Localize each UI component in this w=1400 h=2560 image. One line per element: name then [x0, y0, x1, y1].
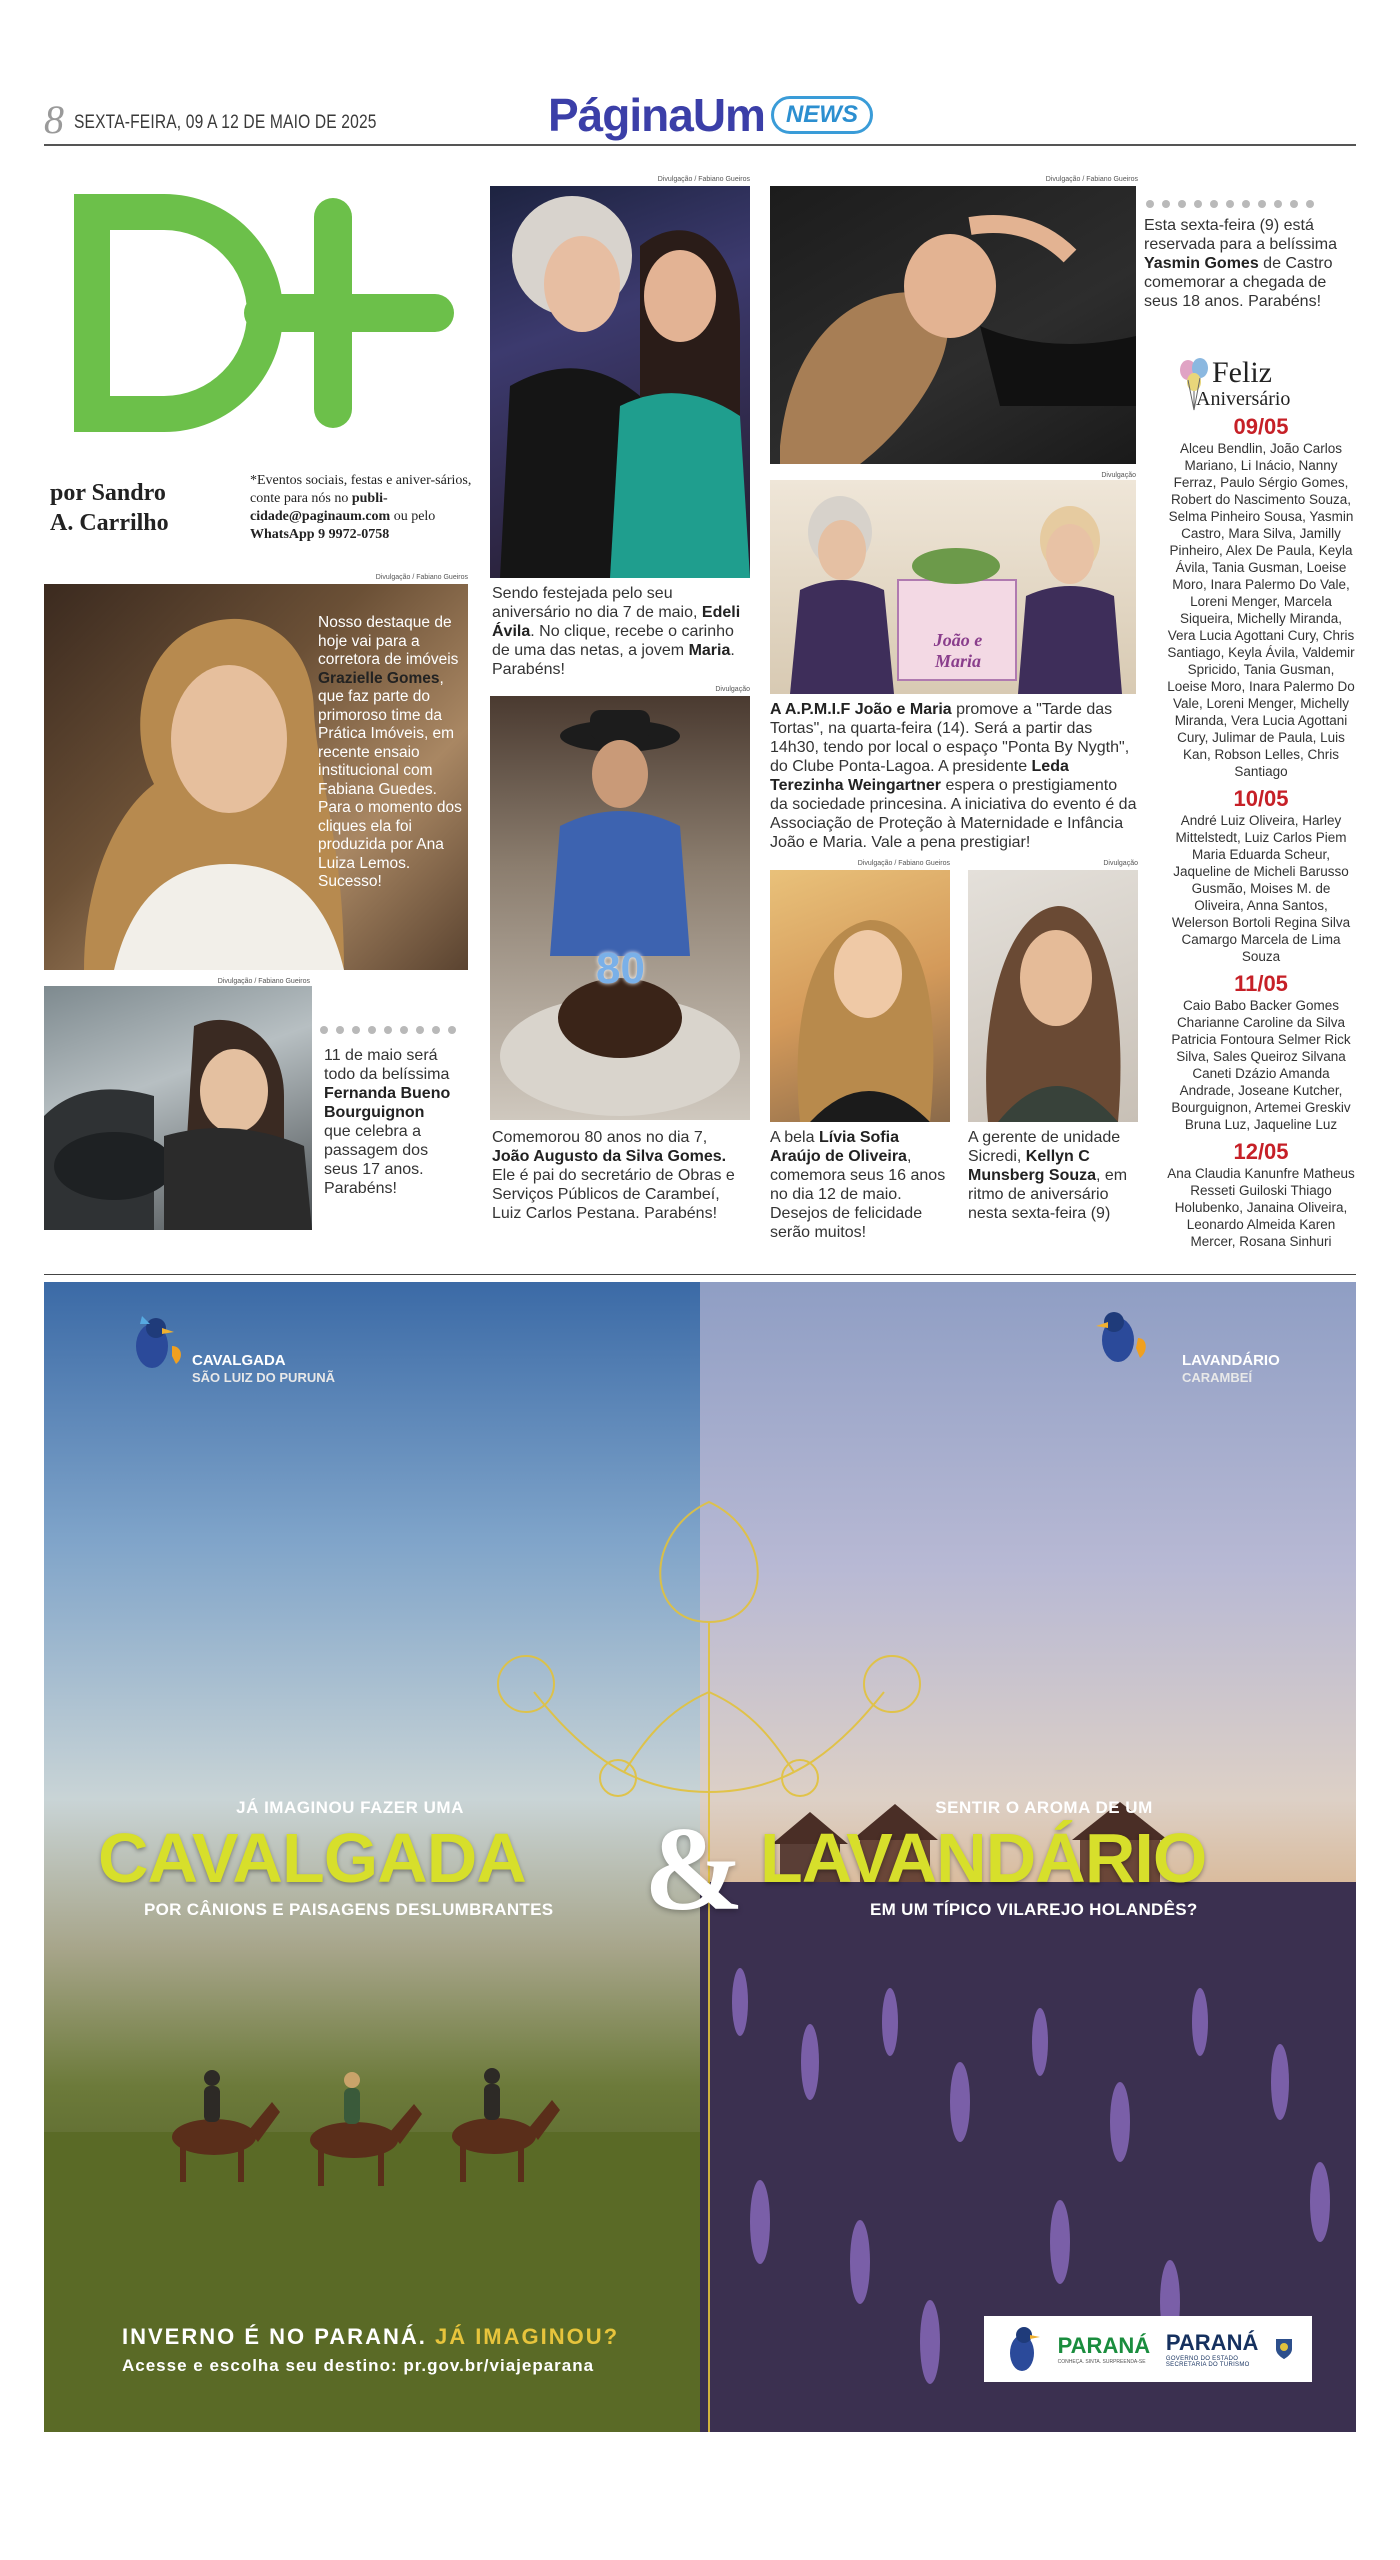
- birthday-subtitle: Aniversário: [1196, 388, 1291, 410]
- caption-name: Yasmin Gomes: [1144, 255, 1259, 272]
- caption-text: que celebra a passagem dos seus 17 anos. Parabéns!: [324, 1123, 429, 1197]
- state-coat-of-arms-icon: [1274, 2337, 1294, 2361]
- caption-name-2: Maria: [688, 642, 731, 659]
- caption-text: . No clique, recebe o carinho de uma das netas, a jovem: [492, 623, 734, 659]
- bird-mascot-icon: [122, 1306, 192, 1376]
- caption-text: Esta sexta-feira (9) está reservada para a belíssima: [1144, 217, 1337, 253]
- ad-right-kicker: SENTIR O AROMA DE UM: [935, 1798, 1153, 1817]
- cake-candle-number: 80: [596, 944, 645, 993]
- masthead-brand-name: PáginaUm: [548, 89, 765, 141]
- caption-fernanda: [324, 1046, 454, 1198]
- caption-name: Kellyn C Munsberg Souza: [968, 1148, 1097, 1184]
- ad-left-place-title: CAVALGADA: [192, 1352, 286, 1369]
- caption-text: , que faz parte do primoroso time da Prática Imóveis, em recente ensaio institucional com Fabiana Guedes. Para o momento dos cliques ela foi produzida por Ana Luiza Lemos. Sucesso!: [318, 669, 462, 890]
- photo-yasmin: [770, 186, 1136, 464]
- parana-tourism-logo-tagline: CONHEÇA. SINTA. SURPREENDA-SE: [1057, 2359, 1146, 2365]
- photo-credit: Divulgação: [715, 686, 750, 693]
- edition-date: SEXTA-FEIRA, 09 A 12 DE MAIO DE 2025: [74, 112, 377, 133]
- parana-government-logo-line1: GOVERNO DO ESTADO: [1165, 2356, 1239, 2362]
- caption-grazielle: [318, 614, 468, 892]
- birthday-heading: [1176, 356, 1346, 412]
- column-logo-dplus: [44, 188, 464, 438]
- ad-footer-slogan-b: JÁ IMAGINOU?: [434, 2324, 620, 2349]
- birthday-names: Caio Babo Backer Gomes Charianne Caroline da Silva Patricia Fontoura Selmer Rick Silva, Sales Queiroz Silvana Caneti Dzázio Amanda Andrade, Joseane Kutcher, Bourguignon, Artemei Greskiv Bruna Luz, Jaqueline Luz: [1171, 998, 1351, 1132]
- caption-text: Nosso destaque de hoje vai para a corretora de imóveis: [318, 614, 459, 668]
- bird-mascot-icon: [1002, 2321, 1042, 2377]
- note-whatsapp: WhatsApp 9 9972-0758: [250, 527, 390, 542]
- photo-edeli-illustration: [490, 186, 750, 578]
- ad-left-subline: POR CÂNIONS E PAISAGENS DESLUMBRANTES: [144, 1900, 554, 1919]
- page-number: 8: [44, 97, 64, 142]
- photo-credit: Divulgação / Fabiano Gueiros: [1045, 176, 1138, 183]
- author-line-2: A. Carrilho: [50, 510, 169, 536]
- note-text-mid: ou pelo: [390, 509, 436, 524]
- ad-emblem-outline: [474, 1492, 944, 2432]
- caption-text: 11 de maio será todo da belíssima: [324, 1047, 450, 1083]
- parana-tourism-logo: [1058, 2333, 1150, 2365]
- caption-text: A bela: [770, 1129, 819, 1146]
- birthday-names: Alceu Bendlin, João Carlos Mariano, Li Inácio, Nanny Ferraz, Paulo Sérgio Gomes, Robert do Nascimento Souza, Selma Pinheiro Sousa, Yasmin Castro, Mara Silva, Jamilly Pinheiro, Alex De Paula, Keyla Ávila, Tania Gusman, Loeise Moro, Inara Palermo Do Vale, Loreni Menger, Marcela Siqueira, Michelly Miranda, Vera Lucia Agottani Cury, Chris Santiago, Keyla Ávila, Valdemir Spricido, Tania Gusman, Loeise Moro, Inara Palermo Do Vale, Loreni Menger, Michelly Miranda, Vera Lucia Agottani Cury, Julimar de Paula, Luis Kan, Robson Lelles, Chris Santiago: [1167, 441, 1355, 779]
- photo-credit: Divulgação / Fabiano Gueiros: [375, 574, 468, 581]
- ad-right-headline: LAVANDÁRIO: [760, 1819, 1207, 1897]
- column-contact-note: [250, 472, 480, 544]
- photo-joao-illustration: [490, 696, 750, 1120]
- caption-name: João Augusto da Silva Gomes.: [492, 1148, 727, 1165]
- header-divider: [44, 144, 1356, 146]
- caption-text: promove a "Tarde das Tortas", na quarta-feira (14). Será a partir das 14h30, tendo por local o espaço "Ponta By Nygth", do Clube Ponta-Lagoa. A presidente: [770, 701, 1130, 775]
- birthday-names: Ana Claudia Kanunfre Matheus Resseti Guiloski Thiago Holubenko, Janaina Oliveira, Leonardo Almeida Karen Mercer, Rosana Sinhuri: [1167, 1166, 1355, 1249]
- caption-apmif: [770, 700, 1138, 852]
- photo-edeli: [490, 186, 750, 578]
- masthead-logo[interactable]: [548, 88, 873, 142]
- parana-government-logo-line2: SECRETARIA DO TURISMO: [1165, 2362, 1250, 2368]
- birthday-title: Feliz: [1212, 356, 1272, 389]
- photo-kellyn-illustration: [968, 870, 1138, 1122]
- photo-credit: Divulgação / Fabiano Gueiros: [857, 860, 950, 867]
- photo-yasmin-illustration: [770, 186, 1136, 464]
- tourism-advertisement[interactable]: [44, 1282, 1356, 2432]
- author-line-1: por Sandro: [50, 480, 166, 506]
- photo-credit: Divulgação: [1103, 860, 1138, 867]
- birthday-date: 10/05: [1233, 786, 1289, 811]
- ad-right-place-title: LAVANDÁRIO: [1182, 1352, 1280, 1369]
- photo-fernanda: [44, 986, 312, 1230]
- photo-fernanda-illustration: [44, 986, 312, 1230]
- photo-apmif: [770, 480, 1136, 694]
- caption-joao: [492, 1128, 748, 1223]
- caption-name: Fernanda Bueno Bourguignon: [324, 1085, 451, 1121]
- caption-text: espera o prestigiamento da sociedade princesina. A iniciativa do evento é da Associação de Proteção à Maternidade e Infância João e Maria. Vale a pena prestigiar!: [770, 777, 1137, 851]
- caption-text: Sendo festejada pelo seu aniversário no dia 7 de maio,: [492, 585, 702, 621]
- ad-right-subline: EM UM TÍPICO VILAREJO HOLANDÊS?: [870, 1900, 1198, 1919]
- parana-tourism-logo-text: PARANÁ: [1057, 2333, 1151, 2358]
- apmif-banner-text: João e Maria: [933, 630, 983, 671]
- parana-government-logo: [1166, 2330, 1258, 2368]
- photo-livia-illustration: [770, 870, 950, 1122]
- caption-name: Edeli Ávila: [492, 604, 741, 640]
- caption-text: Ele é pai do secretário de Obras e Serviços Públicos de Carambeí, Luiz Carlos Pestana. Parabéns!: [492, 1167, 735, 1222]
- caption-name: Grazielle Gomes: [318, 669, 440, 687]
- ad-left-place-subtitle: SÃO LUIZ DO PURUNÃ: [192, 1370, 335, 1385]
- decorative-dots: [1146, 200, 1314, 208]
- caption-kellyn: [968, 1128, 1144, 1223]
- note-email[interactable]: publi-cidade@paginaum.com: [250, 491, 391, 524]
- photo-livia: [770, 870, 950, 1122]
- column-author: [50, 478, 169, 538]
- ad-footer-url[interactable]: Acesse e escolha seu destino: pr.gov.br/viajeparana: [122, 2356, 595, 2375]
- ad-footer-slogan: [122, 2324, 619, 2350]
- masthead-news-badge: NEWS: [771, 96, 873, 134]
- parana-government-logo-text: PARANÁ: [1165, 2330, 1259, 2355]
- caption-text: . Parabéns!: [492, 642, 735, 678]
- birthday-date: 09/05: [1233, 414, 1289, 439]
- caption-name-2: Leda Terezinha Weingartner: [770, 758, 1069, 794]
- section-divider: [44, 1274, 1356, 1275]
- photo-kellyn: [968, 870, 1138, 1122]
- bird-mascot-icon: [1084, 1300, 1154, 1370]
- birthday-date: 12/05: [1233, 1139, 1289, 1164]
- photo-joao: [490, 696, 750, 1120]
- ad-left-kicker: JÁ IMAGINOU FAZER UMA: [236, 1798, 464, 1817]
- birthday-date: 11/05: [1234, 971, 1288, 996]
- note-text: *Eventos sociais, festas e aniver-sários, conte para nós no: [250, 473, 472, 506]
- caption-text: Comemorou 80 anos no dia 7,: [492, 1129, 708, 1146]
- ad-footer-slogan-a: INVERNO É NO PARANÁ.: [122, 2324, 435, 2349]
- caption-text: A gerente de unidade Sicredi,: [968, 1129, 1121, 1165]
- caption-text: de Castro comemorar a chegada de seus 18 anos. Parabéns!: [1144, 255, 1333, 310]
- caption-edeli: [492, 584, 748, 679]
- ad-sponsor-logos: [984, 2316, 1312, 2382]
- ad-left-headline: CAVALGADA: [98, 1819, 526, 1897]
- birthday-list: [1166, 414, 1356, 1250]
- photo-credit: Divulgação / Fabiano Gueiros: [657, 176, 750, 183]
- caption-yasmin: [1144, 216, 1354, 311]
- caption-name: Lívia Sofia Araújo de Oliveira: [770, 1129, 907, 1165]
- photo-credit: Divulgação: [1101, 472, 1136, 479]
- caption-name: A A.P.M.I.F João e Maria: [770, 701, 952, 718]
- decorative-dots: [320, 1026, 456, 1034]
- ad-right-place-subtitle: CARAMBEÍ: [1182, 1370, 1253, 1385]
- ad-ampersand: &: [644, 1802, 744, 1935]
- caption-text: , comemora seus 16 anos no dia 12 de maio. Desejos de felicidade serão muitos!: [770, 1148, 946, 1241]
- caption-livia: [770, 1128, 952, 1242]
- birthday-names: André Luiz Oliveira, Harley Mittelstedt, Luiz Carlos Piem Maria Eduarda Scheur, Jaqueline de Micheli Barusso Gusmão, Moises M. de Oliveira, Anna Santos, Welerson Bortoli Regina Silva Camargo Marcela de Lima Souza: [1171, 813, 1351, 964]
- caption-text: , em ritmo de aniversário nesta sexta-feira (9): [968, 1167, 1128, 1222]
- photo-credit: Divulgação / Fabiano Gueiros: [217, 978, 310, 985]
